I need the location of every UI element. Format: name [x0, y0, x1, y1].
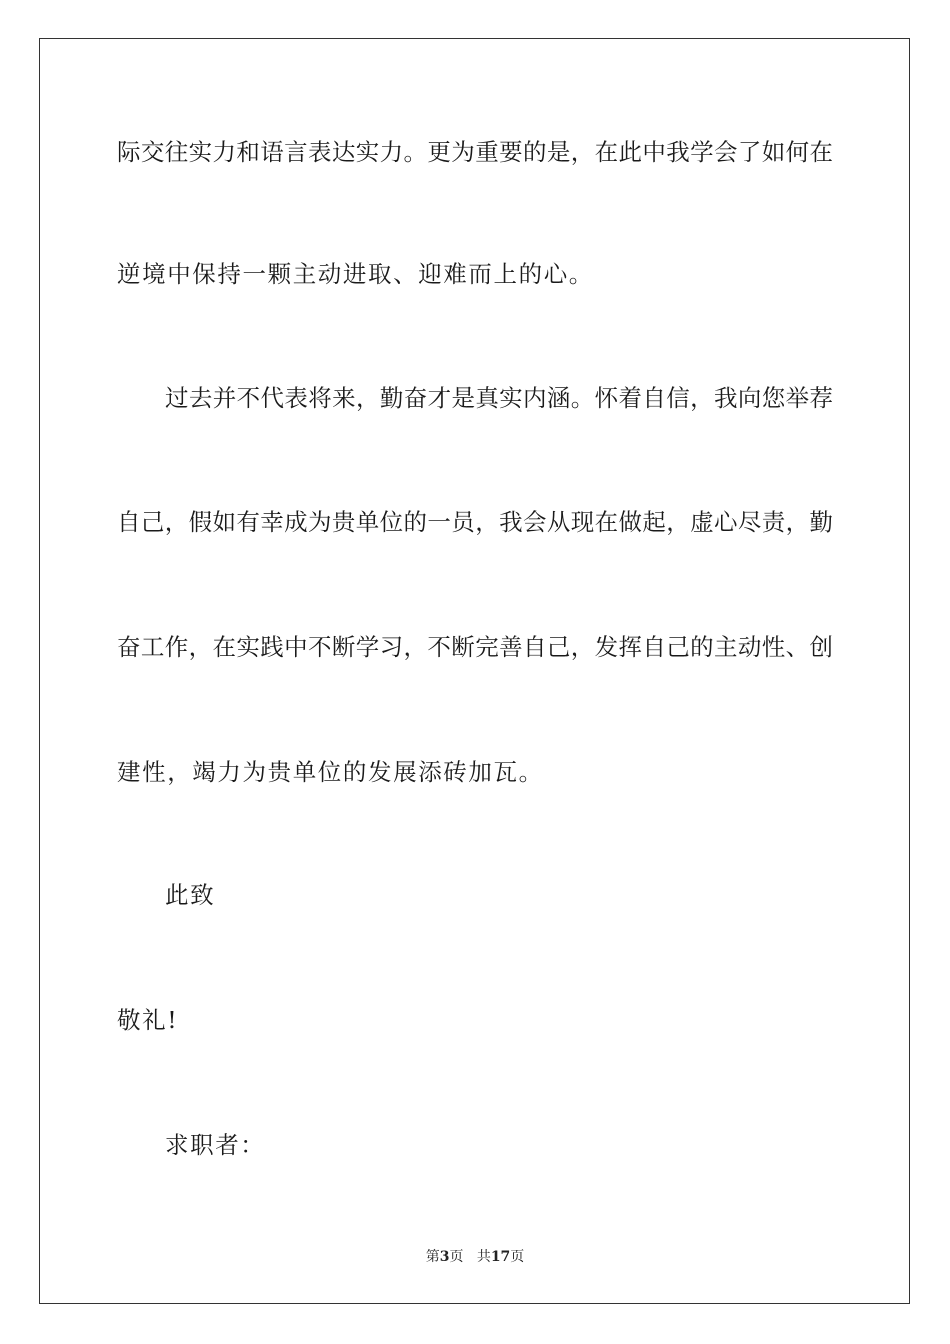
footer-total-unit: 页 [510, 1249, 525, 1265]
paragraph-line: 建性，竭力为贵单位的发展添砖加瓦。 [117, 758, 544, 786]
signature-label: 求职者： [165, 1131, 266, 1159]
total-pages-number: 17 [490, 1249, 511, 1265]
paragraph-line: 奋工作，在实践中不断学习，不断完善自己，发挥自己的主动性、创 [117, 633, 833, 661]
footer-page-unit: 页 [449, 1249, 464, 1265]
paragraph-line: 逆境中保持一颗主动进取、迎难而上的心。 [117, 260, 594, 288]
regards: 敬礼! [117, 1006, 179, 1034]
footer-total-prefix: 共 [476, 1249, 491, 1265]
salutation: 此致 [165, 881, 216, 909]
paragraph-line: 自己，假如有幸成为贵单位的一员，我会从现在做起，虚心尽责，勤 [117, 508, 833, 536]
current-page-number: 3 [439, 1249, 450, 1265]
page-border [39, 38, 910, 1304]
paragraph-line: 际交往实力和语言表达实力。更为重要的是，在此中我学会了如何在 [117, 138, 833, 166]
page-footer [0, 1248, 950, 1266]
footer-prefix: 第 [425, 1249, 440, 1265]
paragraph-line: 过去并不代表将来，勤奋才是真实内涵。怀着自信，我向您举荐 [165, 384, 833, 412]
